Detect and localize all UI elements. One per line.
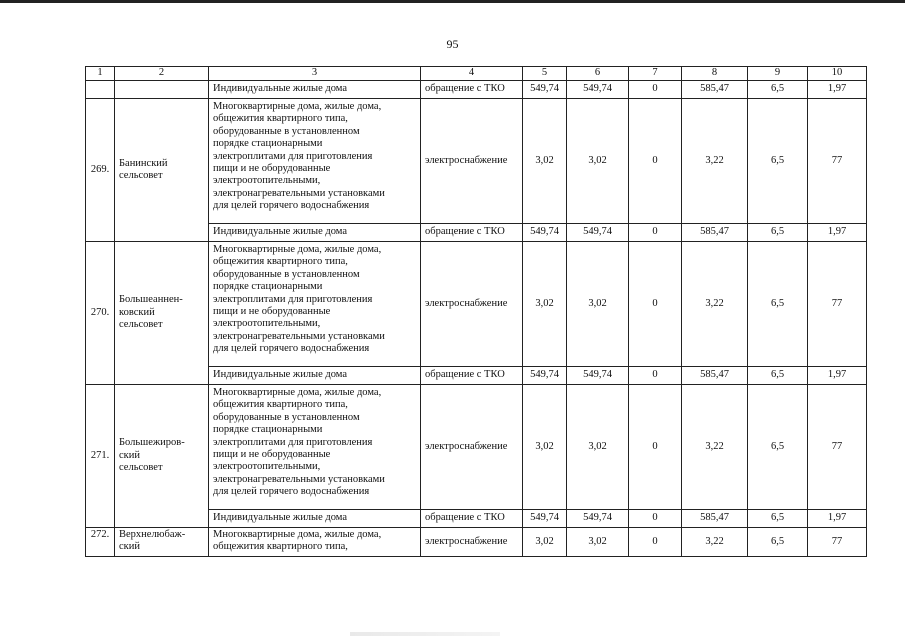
service-cell: электроснабжение	[421, 528, 523, 557]
column-header: 5	[523, 67, 567, 81]
text-line: пищи и не оборудованные	[213, 163, 331, 175]
text-line: Многоквартирные дома, жилые дома,	[213, 101, 382, 112]
text-line: электроплитами для приготовления	[213, 293, 373, 305]
locality-name	[115, 99, 209, 242]
value-cell: 77	[808, 385, 867, 510]
text-line: электронагревательными установками	[213, 187, 385, 199]
text-line: оборудованные в установленном	[213, 268, 360, 280]
column-header: 9	[748, 67, 808, 81]
category-cell: Индивидуальные жилые дома	[209, 81, 421, 99]
category-cell	[209, 242, 421, 367]
value-cell: 3,22	[682, 242, 748, 367]
value-cell: 585,47	[682, 224, 748, 242]
value-cell: 585,47	[682, 367, 748, 385]
service-cell: электроснабжение	[421, 242, 523, 367]
text-line: сельсовет	[119, 170, 163, 181]
row-number: 270.	[86, 242, 115, 385]
text-line: Многоквартирные дома, жилые дома,	[213, 387, 382, 398]
text-line: общежития квартирного типа,	[213, 399, 348, 411]
value-cell: 77	[808, 242, 867, 367]
locality-name	[115, 385, 209, 528]
locality-name	[115, 242, 209, 385]
text-line: Большеаннен-	[119, 294, 183, 306]
value-cell: 3,22	[682, 99, 748, 224]
category-cell: Индивидуальные жилые дома	[209, 367, 421, 385]
table-row	[86, 528, 867, 557]
value-cell: 3,22	[682, 385, 748, 510]
text-line: ский	[119, 541, 140, 553]
value-cell: 549,74	[567, 224, 629, 242]
table-row	[86, 81, 867, 99]
empty-cell	[86, 81, 115, 99]
column-header: 8	[682, 67, 748, 81]
value-cell: 0	[629, 367, 682, 385]
page-number: 95	[446, 37, 459, 51]
value-cell: 549,74	[567, 367, 629, 385]
value-cell: 549,74	[567, 81, 629, 99]
text-line: электроотопительными,	[213, 175, 321, 187]
column-header: 2	[115, 67, 209, 81]
value-cell: 6,5	[748, 510, 808, 528]
text-line: электроплитами для приготовления	[213, 436, 373, 448]
text-line: общежития квартирного типа,	[213, 113, 348, 125]
category-cell: Индивидуальные жилые дома	[209, 224, 421, 242]
value-cell: 3,02	[567, 99, 629, 224]
text-line: электронагревательными установками	[213, 473, 385, 485]
text-line: порядке стационарными	[213, 281, 323, 293]
value-cell: 0	[629, 528, 682, 557]
row-number: 272.	[86, 528, 115, 557]
service-cell: обращение с ТКО	[421, 510, 523, 528]
text-line: Большежиров-	[119, 437, 185, 449]
value-cell: 585,47	[682, 510, 748, 528]
value-cell: 6,5	[748, 81, 808, 99]
text-line: ский	[119, 449, 140, 461]
value-cell: 0	[629, 224, 682, 242]
text-line: электроотопительными,	[213, 318, 321, 330]
value-cell: 549,74	[567, 510, 629, 528]
text-line: Многоквартирные дома, жилые дома,	[213, 244, 382, 255]
value-cell: 1,97	[808, 510, 867, 528]
text-line: Верхнелюбаж-	[119, 529, 186, 540]
value-cell: 1,97	[808, 224, 867, 242]
row-number: 269.	[86, 99, 115, 242]
text-line: сельсовет	[119, 319, 163, 331]
value-cell: 549,74	[523, 81, 567, 99]
column-header: 10	[808, 67, 867, 81]
text-line: общежития квартирного типа,	[213, 256, 348, 268]
value-cell: 0	[629, 242, 682, 367]
value-cell: 3,02	[523, 385, 567, 510]
value-cell: 0	[629, 99, 682, 224]
text-line: общежития квартирного типа,	[213, 541, 348, 553]
column-header: 3	[209, 67, 421, 81]
value-cell: 3,22	[682, 528, 748, 557]
value-cell: 77	[808, 99, 867, 224]
text-line: оборудованные в установленном	[213, 411, 360, 423]
header-row	[86, 67, 867, 81]
text-line: порядке стационарными	[213, 424, 323, 436]
text-line: электронагревательными установками	[213, 330, 385, 342]
value-cell: 6,5	[748, 242, 808, 367]
text-line: для целей горячего водоснабжения	[213, 200, 370, 212]
column-header: 7	[629, 67, 682, 81]
column-header: 1	[86, 67, 115, 81]
text-line: Многоквартирные дома, жилые дома,	[213, 529, 382, 540]
text-line: пищи и не оборудованные	[213, 449, 331, 461]
service-cell: обращение с ТКО	[421, 224, 523, 242]
value-cell: 3,02	[567, 242, 629, 367]
row-number: 271.	[86, 385, 115, 528]
category-cell	[209, 385, 421, 510]
category-cell: Индивидуальные жилые дома	[209, 510, 421, 528]
service-cell: электроснабжение	[421, 99, 523, 224]
locality-name	[115, 528, 209, 557]
table-row	[86, 99, 867, 224]
category-cell	[209, 99, 421, 224]
service-cell: электроснабжение	[421, 385, 523, 510]
value-cell: 3,02	[567, 528, 629, 557]
table-row	[86, 385, 867, 510]
value-cell: 549,74	[523, 224, 567, 242]
value-cell: 3,02	[523, 242, 567, 367]
service-cell: обращение с ТКО	[421, 81, 523, 99]
value-cell: 6,5	[748, 385, 808, 510]
value-cell: 0	[629, 510, 682, 528]
value-cell: 6,5	[748, 224, 808, 242]
value-cell: 549,74	[523, 367, 567, 385]
text-line: ковский	[119, 306, 155, 318]
value-cell: 1,97	[808, 367, 867, 385]
value-cell: 1,97	[808, 81, 867, 99]
service-cell: обращение с ТКО	[421, 367, 523, 385]
tariff-table	[85, 66, 867, 557]
text-line: сельсовет	[119, 462, 163, 474]
scan-top-border	[0, 0, 905, 3]
text-line: порядке стационарными	[213, 138, 323, 150]
value-cell: 585,47	[682, 81, 748, 99]
text-line: для целей горячего водоснабжения	[213, 343, 370, 355]
text-line: Банинский	[119, 157, 168, 169]
value-cell: 0	[629, 81, 682, 99]
text-line: электроплитами для приготовления	[213, 150, 373, 162]
text-line: электроотопительными,	[213, 461, 321, 473]
value-cell: 6,5	[748, 528, 808, 557]
value-cell: 0	[629, 385, 682, 510]
text-line: пищи и не оборудованные	[213, 306, 331, 318]
column-header: 4	[421, 67, 523, 81]
category-cell	[209, 528, 421, 557]
value-cell: 6,5	[748, 367, 808, 385]
text-line: для целей горячего водоснабжения	[213, 486, 370, 498]
scan-bleed-through	[350, 632, 500, 636]
column-header: 6	[567, 67, 629, 81]
value-cell: 3,02	[567, 385, 629, 510]
value-cell: 3,02	[523, 528, 567, 557]
value-cell: 549,74	[523, 510, 567, 528]
value-cell: 3,02	[523, 99, 567, 224]
empty-cell	[115, 81, 209, 99]
table-row	[86, 242, 867, 367]
value-cell: 77	[808, 528, 867, 557]
text-line: оборудованные в установленном	[213, 125, 360, 137]
value-cell: 6,5	[748, 99, 808, 224]
